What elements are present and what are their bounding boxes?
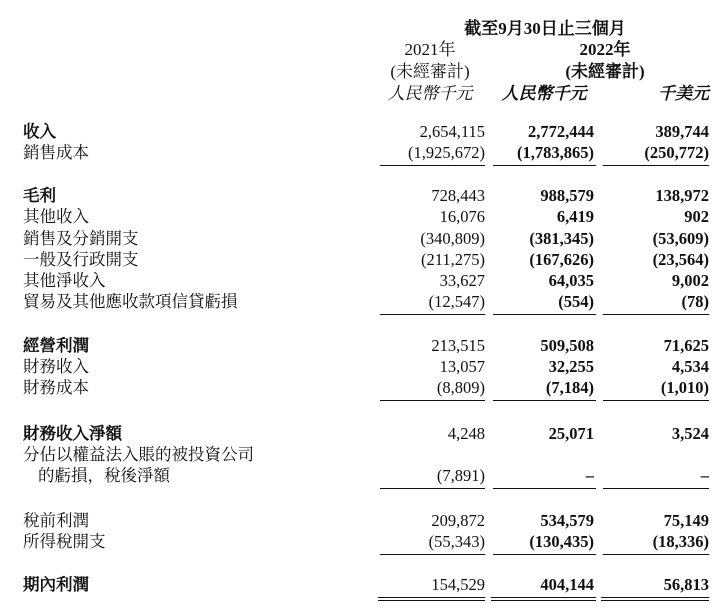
- row-label: 一般及行政開支: [23, 250, 139, 269]
- year-2022-header: 2022年: [579, 40, 631, 59]
- value-2022-usd: 56,813: [663, 575, 709, 594]
- value-2021: (1,925,672): [408, 143, 485, 162]
- value-2022-rmb: (7,184): [545, 378, 594, 397]
- value-2021: 2,654,115: [419, 122, 485, 141]
- table-row: [0, 574, 722, 595]
- row-label: 其他淨收入: [23, 271, 106, 290]
- table-row: [0, 185, 722, 206]
- value-2022-usd: 138,972: [655, 186, 709, 205]
- value-2022-usd: 3,524: [671, 424, 709, 443]
- table-row: [0, 142, 722, 163]
- value-2022-rmb: 534,579: [540, 511, 594, 530]
- double-rule-line: [378, 600, 485, 601]
- table-row: [0, 510, 722, 531]
- value-2022-rmb: 2,772,444: [528, 122, 594, 141]
- value-2022-rmb: (554): [558, 292, 594, 311]
- value-2022-usd: (250,772): [644, 143, 709, 162]
- value-2022-rmb: (381,345): [529, 229, 594, 248]
- double-rule-line: [491, 600, 596, 601]
- period-header: 截至9月30日止三個月: [464, 19, 626, 38]
- rule-line: [493, 314, 596, 315]
- row-label: 銷售及分銷開支: [23, 229, 139, 248]
- table-row: [0, 121, 722, 142]
- value-2022-usd: (18,336): [652, 532, 709, 551]
- row-label: 收入: [23, 122, 56, 141]
- value-2021: 213,515: [431, 336, 485, 355]
- table-row: [0, 206, 722, 227]
- row-label: 稅前利潤: [23, 511, 89, 530]
- value-2022-usd: 4,534: [671, 357, 709, 376]
- value-2021: 16,076: [439, 207, 485, 226]
- unit-usd: 千美元: [658, 84, 709, 103]
- value-2022-usd: (78): [681, 292, 709, 311]
- double-rule-line: [378, 597, 485, 598]
- value-2022-usd: (1,010): [660, 378, 709, 397]
- table-row: [0, 465, 722, 486]
- value-2021: 4,248: [447, 424, 485, 443]
- rule-line: [603, 488, 709, 489]
- table-row: [0, 291, 722, 312]
- value-2021: (8,809): [436, 378, 485, 397]
- value-2022-rmb: 509,508: [540, 336, 594, 355]
- unit-rmb-2022: 人民幣千元: [501, 84, 587, 103]
- rule-line: [603, 165, 709, 166]
- table-row: [0, 356, 722, 377]
- value-2022-rmb: (1,783,865): [517, 143, 594, 162]
- year-2021-header: 2021年: [404, 40, 456, 59]
- value-2022-usd: 75,149: [663, 511, 709, 530]
- value-2022-usd: 389,744: [655, 122, 709, 141]
- rule-line: [380, 165, 485, 166]
- value-2021: (12,547): [428, 292, 485, 311]
- row-label: 經營利潤: [23, 336, 89, 355]
- value-2021: (211,275): [420, 250, 485, 269]
- value-2022-rmb: 64,035: [548, 271, 594, 290]
- table-row: [0, 228, 722, 249]
- rule-line: [603, 400, 709, 401]
- table-row: [0, 377, 722, 398]
- rule-line: [380, 488, 485, 489]
- value-2021: 154,529: [431, 575, 485, 594]
- unaudited-2022: (未經審計): [565, 62, 645, 81]
- value-2021: 13,057: [439, 357, 485, 376]
- row-label: 期內利潤: [23, 575, 89, 594]
- rule-line: [493, 554, 596, 555]
- table-row: [0, 335, 722, 356]
- unit-rmb-2021: 人民幣千元: [387, 84, 473, 103]
- value-2021: 33,627: [439, 271, 485, 290]
- value-2022-rmb: 988,579: [540, 186, 594, 205]
- value-2022-rmb: 25,071: [548, 424, 594, 443]
- value-2022-usd: –: [700, 466, 709, 485]
- row-label: 所得稅開支: [23, 532, 106, 551]
- value-2021: (340,809): [420, 229, 485, 248]
- table-row: [0, 531, 722, 552]
- value-2022-usd: (23,564): [652, 250, 709, 269]
- value-2022-rmb: (130,435): [529, 532, 594, 551]
- double-rule-line: [491, 597, 596, 598]
- value-2021: 209,872: [431, 511, 485, 530]
- row-label: 的虧損，稅後淨額: [38, 466, 170, 485]
- value-2021: (7,891): [436, 466, 485, 485]
- table-row: [0, 423, 722, 444]
- row-label: 財務收入淨額: [23, 424, 122, 443]
- value-2022-rmb: –: [585, 466, 594, 485]
- rule-line: [380, 400, 485, 401]
- row-label: 其他收入: [23, 207, 89, 226]
- rule-line: [493, 165, 596, 166]
- row-label: 毛利: [23, 186, 56, 205]
- double-rule-line: [601, 600, 709, 601]
- rule-line: [380, 314, 485, 315]
- rule-line: [380, 554, 485, 555]
- table-row: [0, 249, 722, 270]
- value-2022-usd: 902: [684, 207, 709, 226]
- value-2022-rmb: (167,626): [529, 250, 594, 269]
- double-rule-line: [601, 597, 709, 598]
- value-2021: (55,343): [428, 532, 485, 551]
- value-2022-rmb: 32,255: [548, 357, 594, 376]
- value-2022-usd: 9,002: [671, 271, 709, 290]
- value-2022-rmb: 6,419: [556, 207, 594, 226]
- rule-line: [493, 400, 596, 401]
- value-2022-usd: 71,625: [663, 336, 709, 355]
- table-row: [0, 270, 722, 291]
- row-label: 貿易及其他應收款項信貸虧損: [23, 292, 238, 311]
- rule-line: [603, 314, 709, 315]
- value-2022-usd: (53,609): [652, 229, 709, 248]
- row-label: 財務成本: [23, 378, 89, 397]
- value-2022-rmb: 404,144: [540, 575, 594, 594]
- unaudited-2021: (未經審計): [390, 62, 470, 81]
- row-label: 銷售成本: [23, 143, 89, 162]
- row-label: 分佔以權益法入賬的被投資公司: [23, 445, 254, 464]
- table-row: [0, 444, 722, 465]
- value-2021: 728,443: [431, 186, 485, 205]
- row-label: 財務收入: [23, 357, 89, 376]
- rule-line: [603, 554, 709, 555]
- rule-line: [493, 488, 596, 489]
